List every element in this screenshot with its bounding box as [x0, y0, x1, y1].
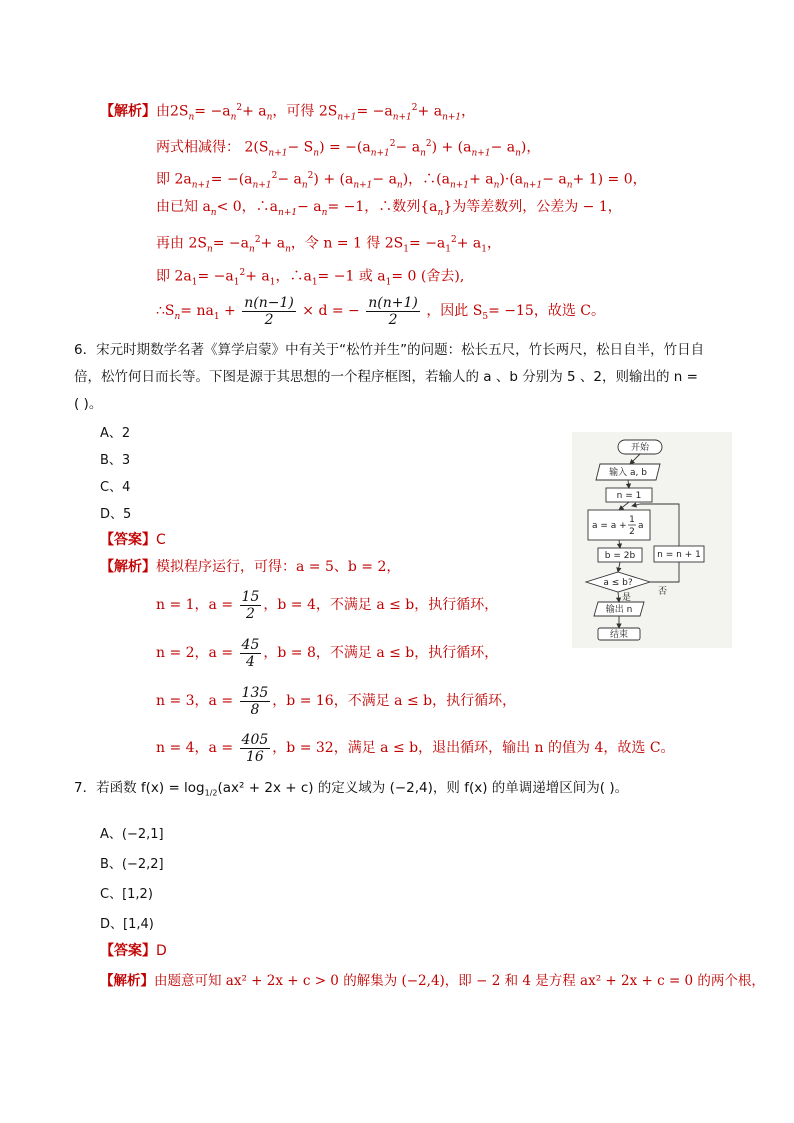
fraction: $\frac{135}{8}$	[241, 684, 269, 718]
flowchart-update-a-label: a = a +	[592, 521, 627, 531]
q6-answer	[100, 530, 166, 550]
q5-solution-line-1: 【解析】由$2S_n= -a_n^2+ a_n$，可得 $2S_{n+1}= -a_{n+1}^2+ a_{n+1}$，	[100, 103, 476, 123]
q6-step-3: n = 3，a = $\frac{135}{8}$ ，b = 16，不满足 a ≤ b，执行循环，	[156, 684, 517, 718]
q6-option-b: B、3	[100, 453, 131, 468]
fraction: $\frac{15}{2}$	[241, 588, 260, 622]
q5-solution-line-4: 由已知 $a_n< 0$，$\therefore a_{n+1}- a_n= -1$，∴数列$\{a_n\}$为等差数列，公差为 − 1，	[156, 199, 622, 218]
flowchart-output-label: 输出 n	[605, 605, 633, 615]
program-flowchart	[572, 432, 732, 648]
q7-stem: 7．若函数 $f(x) = \log_{1/2}(ax^2 + 2x + c)$ 的定义域为 (−2,4)，则 f(x) 的单调递增区间为( )。	[74, 780, 629, 798]
q6-step-4: n = 4，a = $\frac{405}{16}$ ，b = 32，满足 a ≤ b，退出循环，输出 n 的值为 4，故选 C。	[156, 731, 675, 765]
q5-solution-line-5: 再由 $2S_n= -a_n^2+ a_n$，令 n = 1 得 $2S_1= -a_1^2+ a_1$，	[156, 235, 502, 255]
q7-option-a: A、(−2,1]	[100, 827, 164, 842]
answer-value: C	[156, 532, 166, 548]
flowchart-increment-label: n = n + 1	[657, 550, 701, 560]
flowchart-update-a-den: 2	[629, 527, 635, 537]
fraction: $\frac{45}{4}$	[241, 636, 260, 670]
fraction: $\frac{n(n-1)}{2}$	[244, 294, 294, 328]
q7-option-c: C、[1,2)	[100, 887, 153, 902]
flowchart-yes-label: 是	[622, 593, 632, 603]
fraction: $\frac{n(n+1)}{2}$	[368, 294, 418, 328]
analysis-tag: 【解析】	[100, 973, 154, 989]
answer-tag: 【答案】	[100, 943, 156, 959]
q6-stem-line-2: 倍，松竹何日而长等。下图是源于其思想的一个程序框图，若输人的 a 、b 分别为 5 、2，则输出的 n =	[74, 369, 698, 385]
flowchart-input-label: 输入 a, b	[609, 468, 647, 478]
q6-solution-intro: 【解析】模拟程序运行，可得：a = 5、b = 2，	[100, 559, 401, 575]
flowchart-update-a-post: a	[638, 521, 644, 531]
q5-solution-line-3: 即 $2a_{n+1}= -(a_{n+1}^2- a_n^2) + (a_{n+1}- a_n)$，$\therefore(a_{n+1}+ a_n)\cdot(a_{n+1}- a_n+ 1) = 0$，	[156, 171, 647, 191]
analysis-tag: 【解析】	[100, 559, 156, 575]
q6-option-a: A、2	[100, 426, 131, 441]
flowchart-update-b-label: b = 2b	[604, 551, 636, 561]
q6-option-c: C、4	[100, 480, 131, 495]
flowchart-update-a-num: 1	[629, 515, 635, 525]
q6-stem-line-1: 6．宋元时期数学名著《算学启蒙》中有关于“松竹并生”的问题：松长五尺，竹长两尺，松日自半，竹日自	[74, 342, 705, 358]
q5-solution-line-2: 两式相减得： $2(S_{n+1}- S_n) = -(a_{n+1}^2- a_n^2) + (a_{n+1}- a_n)$，	[156, 139, 541, 159]
q6-option-d: D、5	[100, 507, 132, 522]
flowchart-decision-label: a ≤ b?	[603, 578, 633, 588]
flowchart-end-label: 结束	[609, 630, 629, 640]
q7-option-b: B、(−2,2]	[100, 857, 164, 872]
q5-solution-line-7: $\therefore S_n= na_1$ + $\frac{n(n-1)}{2}$ × d = − $\frac{n(n+1)}{2}$ ，因此 $S_5= -15$，故选 C。	[156, 294, 605, 328]
q6-stem-line-3: ( )。	[74, 396, 103, 412]
analysis-tag: 【解析】	[100, 103, 156, 120]
answer-value: D	[156, 943, 167, 959]
fraction: $\frac{405}{16}$	[241, 731, 269, 765]
q7-solution: 【解析】由题意可知 ax² + 2x + c > 0 的解集为 (−2,4)，即 − 2 和 4 是方程 ax² + 2x + c = 0 的两个根，	[100, 973, 765, 989]
flowchart-no-label: 否	[658, 587, 668, 597]
q6-step-2: n = 2，a = $\frac{45}{4}$ ，b = 8，不满足 a ≤ b，执行循环，	[156, 636, 499, 670]
flowchart-start-label: 开始	[630, 443, 650, 453]
q6-step-1: n = 1，a = $\frac{15}{2}$ ，b = 4，不满足 a ≤ b，执行循环，	[156, 588, 499, 622]
q7-answer	[100, 941, 167, 961]
answer-tag: 【答案】	[100, 532, 156, 548]
flowchart-init-label: n = 1	[616, 491, 642, 501]
q7-option-d: D、[1,4)	[100, 917, 154, 932]
q5-solution-line-6: 即 $2a_1= -a_1^2+ a_1$，$\therefore a_1= -1$ 或 $a_1= 0$ (舍去),	[156, 268, 465, 288]
